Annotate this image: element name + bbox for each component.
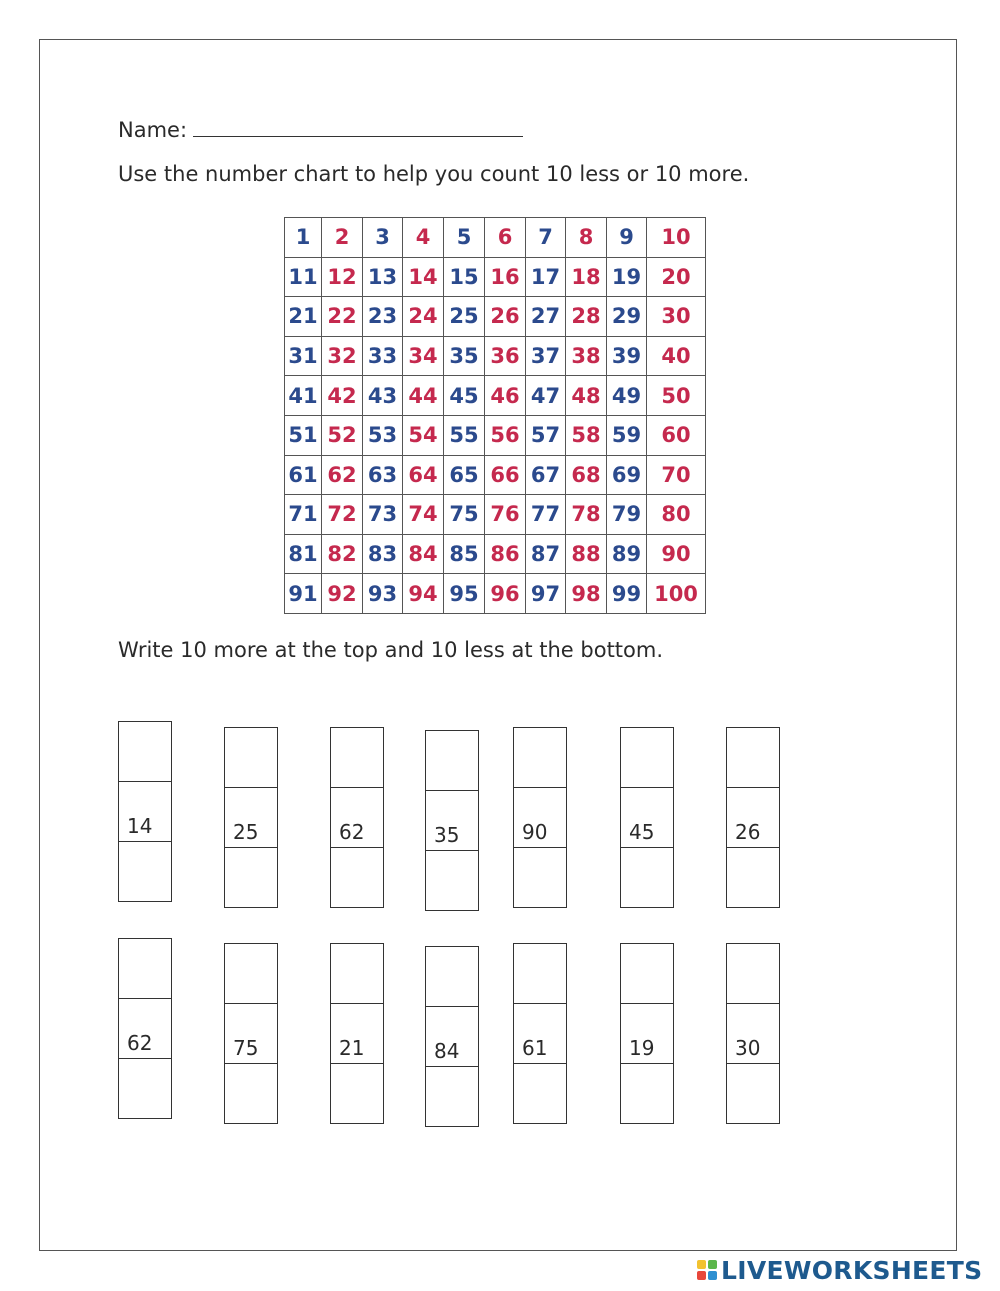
chart-cell: 5 [444,218,485,258]
given-number: 61 [522,1036,548,1060]
ten-more-box[interactable] [119,722,171,781]
chart-cell: 34 [403,336,444,376]
ten-more-input[interactable] [621,944,673,1003]
chart-row [285,495,706,535]
chart-cell: 40 [647,336,706,376]
ten-more-input[interactable] [514,728,566,787]
chart-cell: 57 [526,415,566,455]
chart-row [285,218,706,258]
ten-less-box[interactable] [514,1064,566,1123]
chart-cell: 85 [444,534,485,574]
chart-cell: 18 [566,257,607,297]
chart-cell: 70 [647,455,706,495]
number-stack [425,730,479,911]
chart-cell: 64 [403,455,444,495]
chart-cell: 98 [566,574,607,614]
chart-cell: 51 [285,415,322,455]
given-number: 84 [434,1039,460,1063]
chart-cell: 15 [444,257,485,297]
ten-more-input[interactable] [225,728,277,787]
chart-cell: 31 [285,336,322,376]
boxes-instruction: Write 10 more at the top and 10 less at the bottom. [118,638,664,662]
number-stack [118,938,172,1119]
chart-cell: 21 [285,297,322,337]
ten-more-input[interactable] [426,731,478,790]
chart-cell: 32 [322,336,363,376]
chart-cell: 44 [403,376,444,416]
ten-less-box[interactable] [621,848,673,907]
chart-cell: 94 [403,574,444,614]
chart-cell: 79 [607,495,647,535]
number-stack [224,727,278,908]
ten-less-box[interactable] [426,851,478,910]
ten-more-box[interactable] [426,947,478,1006]
chart-cell: 1 [285,218,322,258]
ten-less-box[interactable] [426,1067,478,1126]
chart-cell: 55 [444,415,485,455]
ten-less-box[interactable] [727,848,779,907]
ten-less-box[interactable] [331,848,383,907]
chart-cell: 95 [444,574,485,614]
chart-cell: 16 [485,257,526,297]
name-row [118,118,523,142]
chart-row [285,415,706,455]
chart-cell: 43 [363,376,403,416]
ten-less-box[interactable] [119,842,171,901]
chart-cell: 68 [566,455,607,495]
chart-row [285,455,706,495]
ten-less-box[interactable] [727,1064,779,1123]
chart-cell: 13 [363,257,403,297]
logo-icon [697,1260,717,1280]
given-number-box [426,1006,478,1067]
chart-cell: 20 [647,257,706,297]
given-number-box [225,787,277,848]
chart-cell: 4 [403,218,444,258]
chart-cell: 25 [444,297,485,337]
chart-cell: 89 [607,534,647,574]
number-stack [224,943,278,1124]
given-number-box [225,1003,277,1064]
chart-cell: 30 [647,297,706,337]
given-number: 26 [735,820,761,844]
given-number-box [727,1003,779,1064]
chart-cell: 8 [566,218,607,258]
hundreds-chart [284,217,706,614]
chart-cell: 91 [285,574,322,614]
ten-less-input[interactable] [331,848,383,907]
ten-more-input[interactable] [727,944,779,1003]
chart-cell: 76 [485,495,526,535]
chart-cell: 10 [647,218,706,258]
chart-cell: 52 [322,415,363,455]
chart-cell: 27 [526,297,566,337]
ten-less-input[interactable] [426,1067,478,1126]
given-number: 30 [735,1036,761,1060]
chart-cell: 75 [444,495,485,535]
chart-cell: 36 [485,336,526,376]
chart-cell: 60 [647,415,706,455]
name-label: Name: [118,118,188,142]
given-number: 62 [127,1031,153,1055]
chart-cell: 74 [403,495,444,535]
chart-instruction: Use the number chart to help you count 10 less or 10 more. [118,162,750,186]
given-number-box [621,1003,673,1064]
chart-cell: 28 [566,297,607,337]
chart-cell: 88 [566,534,607,574]
ten-more-input[interactable] [119,722,171,781]
ten-more-box[interactable] [621,728,673,787]
chart-cell: 90 [647,534,706,574]
number-stack [513,727,567,908]
chart-cell: 19 [607,257,647,297]
given-number-box [514,1003,566,1064]
chart-cell: 37 [526,336,566,376]
given-number: 45 [629,820,655,844]
ten-less-input[interactable] [225,1064,277,1123]
chart-cell: 92 [322,574,363,614]
ten-less-input[interactable] [621,1064,673,1123]
given-number: 21 [339,1036,365,1060]
number-stack [726,727,780,908]
chart-row [285,336,706,376]
number-stack [425,946,479,1127]
chart-row [285,257,706,297]
chart-cell: 48 [566,376,607,416]
chart-cell: 45 [444,376,485,416]
chart-cell: 22 [322,297,363,337]
given-number: 19 [629,1036,655,1060]
ten-more-box[interactable] [331,944,383,1003]
logo-square [708,1260,717,1269]
chart-cell: 97 [526,574,566,614]
chart-cell: 61 [285,455,322,495]
ten-more-input[interactable] [426,947,478,1006]
ten-less-input[interactable] [426,851,478,910]
ten-more-box[interactable] [426,731,478,790]
given-number-box [331,787,383,848]
given-number: 35 [434,823,460,847]
chart-cell: 9 [607,218,647,258]
chart-cell: 77 [526,495,566,535]
ten-more-input[interactable] [331,728,383,787]
ten-less-input[interactable] [225,848,277,907]
logo-text: LIVEWORKSHEETS [721,1255,983,1285]
ten-more-box[interactable] [119,939,171,998]
chart-cell: 66 [485,455,526,495]
number-stack [620,943,674,1124]
chart-cell: 83 [363,534,403,574]
chart-cell: 41 [285,376,322,416]
ten-less-input[interactable] [119,842,171,901]
chart-cell: 63 [363,455,403,495]
chart-cell: 99 [607,574,647,614]
ten-more-box[interactable] [514,728,566,787]
number-stack [330,943,384,1124]
number-stack [118,721,172,902]
chart-cell: 84 [403,534,444,574]
chart-cell: 81 [285,534,322,574]
given-number: 25 [233,820,259,844]
chart-cell: 100 [647,574,706,614]
chart-cell: 69 [607,455,647,495]
chart-cell: 24 [403,297,444,337]
ten-less-box[interactable] [331,1064,383,1123]
chart-cell: 53 [363,415,403,455]
ten-more-input[interactable] [727,728,779,787]
ten-less-box[interactable] [225,848,277,907]
ten-more-box[interactable] [621,944,673,1003]
ten-more-input[interactable] [514,944,566,1003]
logo-square [697,1271,706,1280]
ten-less-input[interactable] [514,848,566,907]
chart-cell: 78 [566,495,607,535]
chart-row [285,534,706,574]
ten-more-box[interactable] [727,944,779,1003]
chart-cell: 58 [566,415,607,455]
chart-cell: 33 [363,336,403,376]
ten-more-box[interactable] [225,944,277,1003]
ten-more-input[interactable] [225,944,277,1003]
given-number-box [621,787,673,848]
chart-cell: 73 [363,495,403,535]
chart-cell: 3 [363,218,403,258]
ten-more-input[interactable] [621,728,673,787]
ten-less-box[interactable] [119,1059,171,1118]
ten-more-box[interactable] [225,728,277,787]
name-field[interactable] [193,118,523,137]
chart-row [285,376,706,416]
number-stack [620,727,674,908]
given-number-box [119,781,171,842]
chart-cell: 87 [526,534,566,574]
ten-more-box[interactable] [331,728,383,787]
chart-cell: 65 [444,455,485,495]
chart-cell: 82 [322,534,363,574]
ten-less-box[interactable] [621,1064,673,1123]
chart-cell: 2 [322,218,363,258]
chart-row [285,297,706,337]
chart-cell: 47 [526,376,566,416]
ten-more-input[interactable] [119,939,171,998]
ten-less-input[interactable] [514,1064,566,1123]
ten-less-input[interactable] [727,1064,779,1123]
number-stack [513,943,567,1124]
chart-cell: 39 [607,336,647,376]
chart-cell: 11 [285,257,322,297]
chart-cell: 56 [485,415,526,455]
chart-cell: 35 [444,336,485,376]
logo-square [708,1271,717,1280]
number-stack [726,943,780,1124]
chart-row [285,574,706,614]
ten-less-input[interactable] [119,1059,171,1118]
given-number-box [727,787,779,848]
chart-cell: 72 [322,495,363,535]
ten-less-input[interactable] [331,1064,383,1123]
given-number-box [514,787,566,848]
chart-cell: 50 [647,376,706,416]
given-number-box [331,1003,383,1064]
given-number: 14 [127,814,153,838]
chart-cell: 26 [485,297,526,337]
liveworksheets-logo [697,1254,982,1286]
chart-cell: 46 [485,376,526,416]
given-number: 62 [339,820,365,844]
ten-less-input[interactable] [727,848,779,907]
chart-cell: 96 [485,574,526,614]
chart-cell: 14 [403,257,444,297]
chart-cell: 29 [607,297,647,337]
chart-cell: 93 [363,574,403,614]
ten-less-input[interactable] [621,848,673,907]
ten-more-box[interactable] [514,944,566,1003]
chart-cell: 12 [322,257,363,297]
chart-cell: 42 [322,376,363,416]
chart-cell: 7 [526,218,566,258]
ten-less-box[interactable] [225,1064,277,1123]
given-number: 75 [233,1036,259,1060]
chart-cell: 38 [566,336,607,376]
chart-cell: 86 [485,534,526,574]
chart-cell: 59 [607,415,647,455]
chart-cell: 49 [607,376,647,416]
given-number-box [426,790,478,851]
ten-less-box[interactable] [514,848,566,907]
given-number-box [119,998,171,1059]
chart-cell: 23 [363,297,403,337]
ten-more-box[interactable] [727,728,779,787]
chart-cell: 54 [403,415,444,455]
logo-square [697,1260,706,1269]
ten-more-input[interactable] [331,944,383,1003]
chart-cell: 62 [322,455,363,495]
chart-cell: 6 [485,218,526,258]
given-number: 90 [522,820,548,844]
chart-cell: 80 [647,495,706,535]
number-stack [330,727,384,908]
chart-cell: 71 [285,495,322,535]
chart-cell: 67 [526,455,566,495]
chart-cell: 17 [526,257,566,297]
